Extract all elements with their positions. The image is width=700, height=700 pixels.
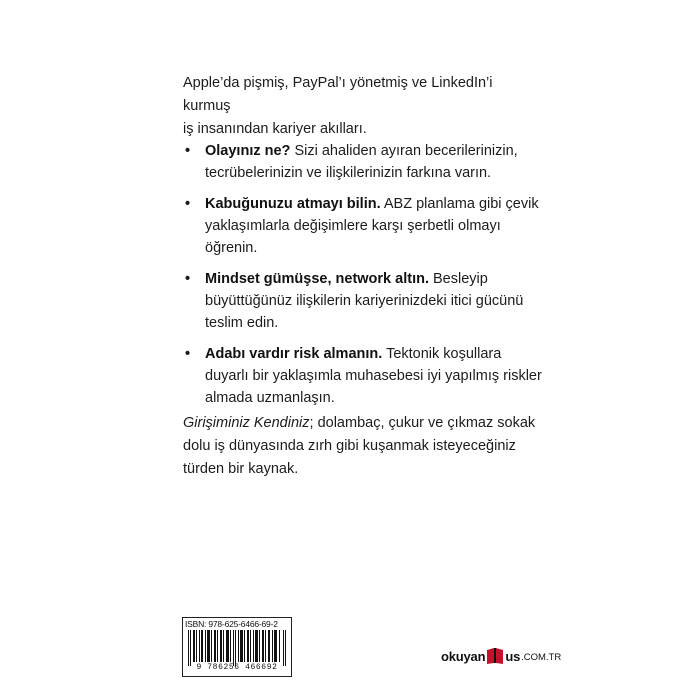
bullet-marker: •: [185, 143, 191, 159]
barcode-digits: 9 786256 466692: [196, 663, 278, 672]
isbn-barcode-box: [182, 617, 292, 677]
publisher-domain: .COM.TR: [521, 651, 562, 663]
bullet-heading: Adabı vardır risk almanın.: [205, 346, 383, 362]
bullet-item: [183, 343, 543, 409]
bullet-marker: •: [185, 196, 191, 212]
closing-paragraph: [183, 412, 543, 481]
bullet-heading: Mindset gümüşse, network altın.: [205, 271, 429, 287]
publisher-logo[interactable]: [441, 645, 561, 667]
bullet-text: Besleyip büyüttüğünüz ilişkilerin kariyerinizdeki itici gücünü teslim edin.: [205, 271, 524, 331]
bullet-heading: Kabuğunuzu atmayı bilin.: [205, 196, 381, 212]
bullet-marker: •: [185, 271, 191, 287]
bullet-marker: •: [185, 346, 191, 362]
barcode-icon: [188, 630, 286, 666]
feature-bullet-list: [183, 140, 543, 418]
bullet-item: [183, 193, 543, 259]
book-title-italic: Girişiminiz Kendiniz: [183, 415, 310, 431]
bullet-text: Sizi ahaliden ayıran becerilerinizin, tecrübelerinizin ve ilişkilerinizin farkına varın.: [205, 143, 518, 181]
bullet-item: [183, 268, 543, 334]
intro-line-2: iş insanından kariyer akılları.: [183, 121, 367, 137]
intro-paragraph: [183, 72, 543, 141]
bullet-text: ABZ planlama gibi çevik yaklaşımlarla değişimlere karşı şerbetli olmayı öğrenin.: [205, 196, 539, 256]
bullet-item: [183, 140, 543, 184]
publisher-name-part-2: us: [505, 648, 521, 664]
isbn-label: ISBN: 978-625-6466-69-2: [185, 619, 278, 629]
bullet-text: Tektonik koşullara duyarlı bir yaklaşımla muhasebesi iyi yapılmış riskler almada uzmanlaşın.: [205, 346, 542, 406]
closing-text: ; dolambaç, çukur ve çıkmaz sokak dolu iş dünyasında zırh gibi kuşanmak isteyeceğiniz türden bir kaynak.: [183, 415, 536, 477]
publisher-name-part-1: okuyan: [441, 648, 486, 664]
bullet-heading: Olayınız ne?: [205, 143, 291, 159]
open-book-logo-icon: [486, 647, 504, 665]
intro-line-1: Apple’da pişmiş, PayPal’ı yönetmiş ve LinkedIn’i kurmuş: [183, 75, 493, 114]
